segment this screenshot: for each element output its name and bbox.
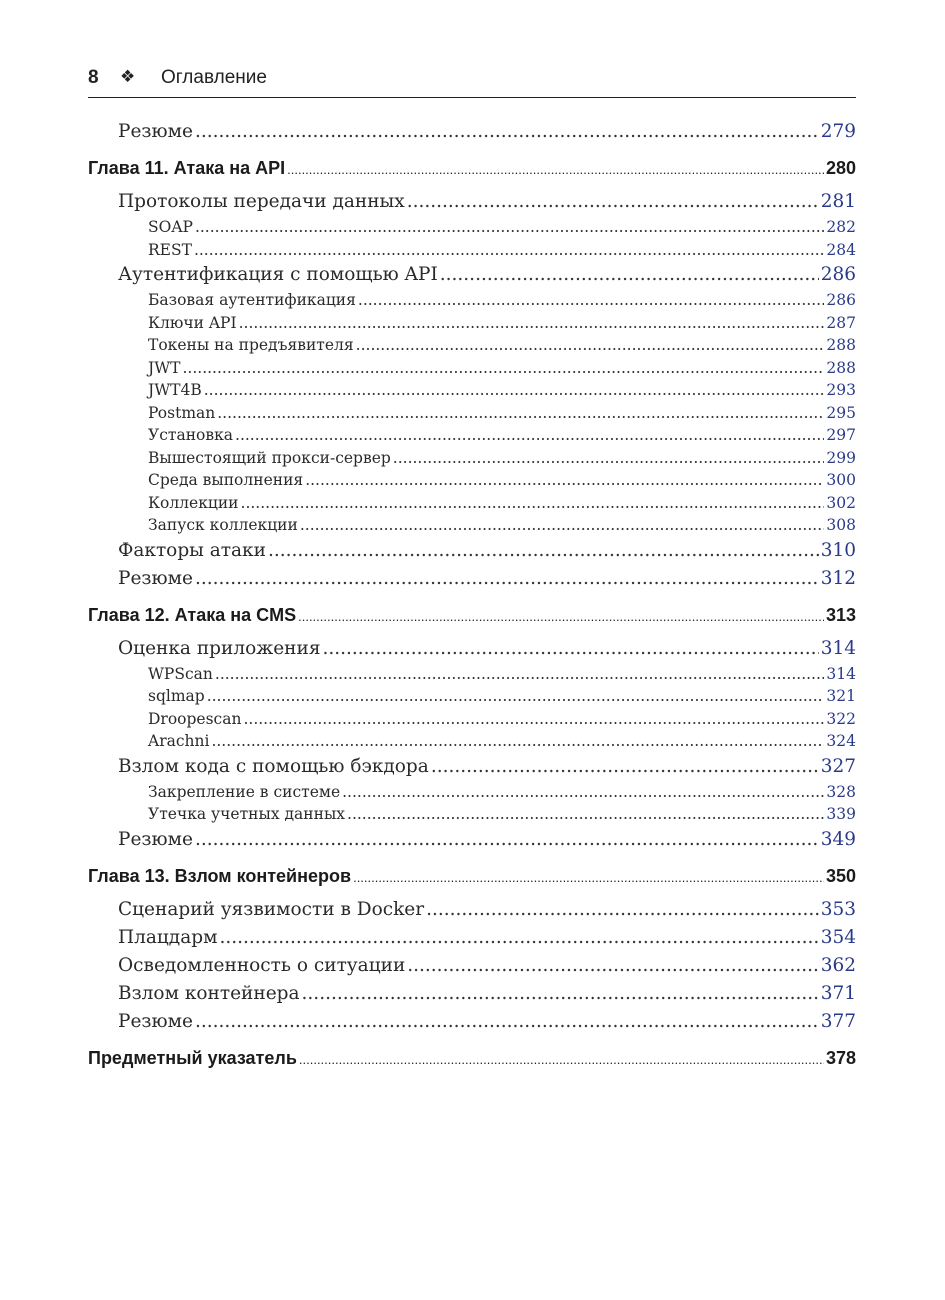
toc-page-number: 281: [820, 191, 856, 212]
toc-title: Установка: [148, 426, 234, 444]
dot-leader: [268, 537, 819, 565]
toc-title: Протоколы передачи данных: [118, 191, 405, 212]
dot-leader: [299, 1044, 824, 1074]
toc-subsection[interactable]: [88, 803, 856, 826]
spacer: [88, 1036, 856, 1044]
dot-leader: [195, 565, 819, 593]
toc-section[interactable]: [88, 261, 856, 289]
toc-title: Arachni: [148, 732, 210, 750]
dot-leader: [219, 924, 818, 952]
toc-title: Ключи API: [148, 313, 237, 332]
dot-leader: [235, 424, 824, 447]
toc-title: Postman: [148, 403, 216, 422]
table-of-contents: [88, 118, 856, 1072]
dot-leader: [407, 952, 818, 980]
toc-section[interactable]: [88, 896, 856, 924]
toc-subsection[interactable]: [88, 492, 856, 515]
dot-leader: [287, 154, 824, 184]
dot-leader: [195, 216, 824, 239]
toc-page-number: 362: [820, 954, 856, 976]
toc-page-number: 308: [826, 516, 856, 534]
toc-title: Глава 11. Атака на API: [88, 158, 286, 178]
dot-leader: [298, 601, 824, 631]
toc-page-number: 328: [826, 782, 856, 801]
toc-page-number: 300: [826, 471, 856, 489]
dot-leader: [407, 188, 819, 216]
dot-leader: [195, 118, 819, 146]
toc-subsection[interactable]: [88, 334, 856, 357]
toc-page-number: 295: [826, 403, 856, 422]
dot-leader: [300, 514, 825, 537]
toc-title: WPScan: [148, 664, 213, 683]
toc-page-number: 282: [826, 218, 856, 236]
toc-page-number: 327: [820, 755, 856, 777]
toc-chapter[interactable]: [88, 601, 856, 629]
toc-title: Среда выполнения: [148, 471, 304, 489]
toc-title: Вышестоящий прокси-сервер: [148, 448, 391, 467]
toc-title: Резюме: [118, 121, 193, 142]
dot-leader: [323, 635, 819, 663]
dot-leader: [302, 980, 819, 1008]
toc-title: Резюме: [118, 1010, 193, 1032]
dot-leader: [194, 239, 824, 262]
dot-leader: [204, 379, 825, 402]
toc-page-number: 324: [826, 732, 856, 750]
dot-leader: [217, 402, 824, 425]
page-header: [88, 64, 856, 98]
dot-leader: [215, 663, 825, 686]
toc-section[interactable]: [88, 565, 856, 593]
toc-title: Предметный указатель: [88, 1047, 297, 1068]
toc-page-number: 321: [826, 687, 856, 705]
toc-subsection[interactable]: [88, 708, 856, 731]
dot-leader: [356, 334, 825, 357]
toc-subsection[interactable]: [88, 357, 856, 380]
toc-page-number: 297: [826, 426, 856, 444]
toc-page-number: 302: [826, 493, 856, 512]
dot-leader: [342, 781, 824, 804]
toc-title: Токены на предъявителя: [148, 336, 354, 354]
toc-subsection[interactable]: [88, 730, 856, 753]
toc-page-number: 284: [826, 240, 856, 259]
toc-title: REST: [148, 240, 192, 259]
toc-chapter[interactable]: [88, 154, 856, 182]
toc-section[interactable]: [88, 753, 856, 781]
toc-title: Факторы атаки: [118, 539, 266, 561]
toc-page-number: 378: [825, 1047, 856, 1068]
toc-title: Взлом контейнера: [118, 982, 300, 1004]
toc-subsection[interactable]: [88, 781, 856, 804]
toc-subsection[interactable]: [88, 469, 856, 492]
toc-title: Утечка учетных данных: [148, 805, 346, 823]
toc-title: Плацдарм: [118, 926, 218, 948]
toc-subsection[interactable]: [88, 685, 856, 708]
toc-subsection[interactable]: [88, 239, 856, 262]
dot-leader: [195, 826, 819, 854]
toc-title: Глава 12. Атака на CMS: [88, 604, 297, 625]
toc-subsection[interactable]: [88, 216, 856, 239]
toc-title: sqlmap: [148, 687, 205, 705]
toc-title: Базовая аутентификация: [148, 291, 356, 309]
toc-page-number: 286: [826, 291, 856, 309]
toc-page-number: 371: [820, 982, 856, 1004]
dot-leader: [347, 803, 824, 826]
toc-title: Droopescan: [148, 709, 242, 728]
toc-page-number: 287: [826, 313, 856, 332]
dot-leader: [353, 862, 824, 892]
toc-title: Запуск коллекции: [148, 516, 298, 534]
toc-page-number: 339: [826, 805, 856, 823]
dot-leader: [305, 469, 824, 492]
spacer: [88, 854, 856, 862]
toc-subsection[interactable]: [88, 379, 856, 402]
dot-leader: [211, 730, 824, 753]
toc-page-number: 288: [826, 336, 856, 354]
toc-page-number: 280: [825, 158, 856, 178]
dot-leader: [207, 685, 825, 708]
spacer: [88, 146, 856, 154]
toc-page-number: 288: [826, 358, 856, 377]
toc-page-number: 353: [820, 898, 856, 920]
toc-subsection[interactable]: [88, 312, 856, 335]
toc-chapter[interactable]: [88, 862, 856, 890]
toc-title: Резюме: [118, 828, 193, 850]
toc-page-number: 349: [820, 828, 856, 850]
dot-leader: [182, 357, 824, 380]
toc-page-number: 354: [820, 926, 856, 948]
toc-page-number: 310: [820, 539, 856, 561]
dot-leader: [241, 492, 825, 515]
running-title: Оглавление: [161, 67, 267, 88]
toc-title: SOAP: [148, 218, 193, 236]
toc-page-number: 312: [820, 567, 856, 589]
toc-title: Резюме: [118, 567, 193, 589]
toc-section[interactable]: [88, 118, 856, 146]
dot-leader: [358, 289, 825, 312]
toc-subsection[interactable]: [88, 424, 856, 447]
dot-leader: [239, 312, 825, 335]
toc-page-number: 286: [820, 264, 856, 285]
toc-title: JWT: [148, 358, 181, 377]
toc-title: Оценка приложения: [118, 637, 321, 659]
page-number: 8: [88, 67, 99, 88]
dot-leader: [440, 261, 819, 289]
toc-section[interactable]: [88, 537, 856, 565]
dot-leader: [431, 753, 819, 781]
toc-subsection[interactable]: [88, 447, 856, 470]
toc-page-number: 299: [826, 448, 856, 467]
toc-subsection[interactable]: [88, 663, 856, 686]
toc-section[interactable]: [88, 952, 856, 980]
toc-title: Осведомленность о ситуации: [118, 954, 406, 976]
toc-section[interactable]: [88, 826, 856, 854]
toc-page-number: 279: [820, 121, 856, 142]
toc-section[interactable]: [88, 980, 856, 1008]
dot-leader: [243, 708, 824, 731]
toc-page-number: 314: [826, 664, 856, 683]
toc-page-number: 314: [820, 637, 856, 659]
toc-subsection[interactable]: [88, 514, 856, 537]
toc-page-number: 293: [826, 381, 856, 399]
toc-title: Глава 13. Взлом контейнеров: [88, 865, 352, 886]
toc-title: JWT4B: [148, 381, 202, 399]
toc-title: Сценарий уязвимости в Docker: [118, 898, 425, 920]
toc-title: Коллекции: [148, 493, 239, 512]
toc-subsection[interactable]: [88, 289, 856, 312]
ornament-icon: ❖: [120, 67, 136, 86]
toc-page-number: 350: [825, 865, 856, 886]
toc-title: Взлом кода с помощью бэкдора: [118, 755, 429, 777]
toc-section[interactable]: [88, 924, 856, 952]
toc-subsection[interactable]: [88, 402, 856, 425]
toc-page-number: 313: [825, 604, 856, 625]
spacer: [88, 593, 856, 601]
dot-leader: [393, 447, 825, 470]
toc-section[interactable]: [88, 1008, 856, 1036]
dot-leader: [426, 896, 819, 924]
toc-page-number: 322: [826, 709, 856, 728]
toc-title: Закрепление в системе: [148, 782, 341, 801]
toc-page-number: 377: [820, 1010, 856, 1032]
dot-leader: [195, 1008, 819, 1036]
toc-chapter[interactable]: [88, 1044, 856, 1072]
toc-title: Аутентификация с помощью API: [118, 264, 438, 285]
toc-section[interactable]: [88, 635, 856, 663]
toc-section[interactable]: [88, 188, 856, 216]
